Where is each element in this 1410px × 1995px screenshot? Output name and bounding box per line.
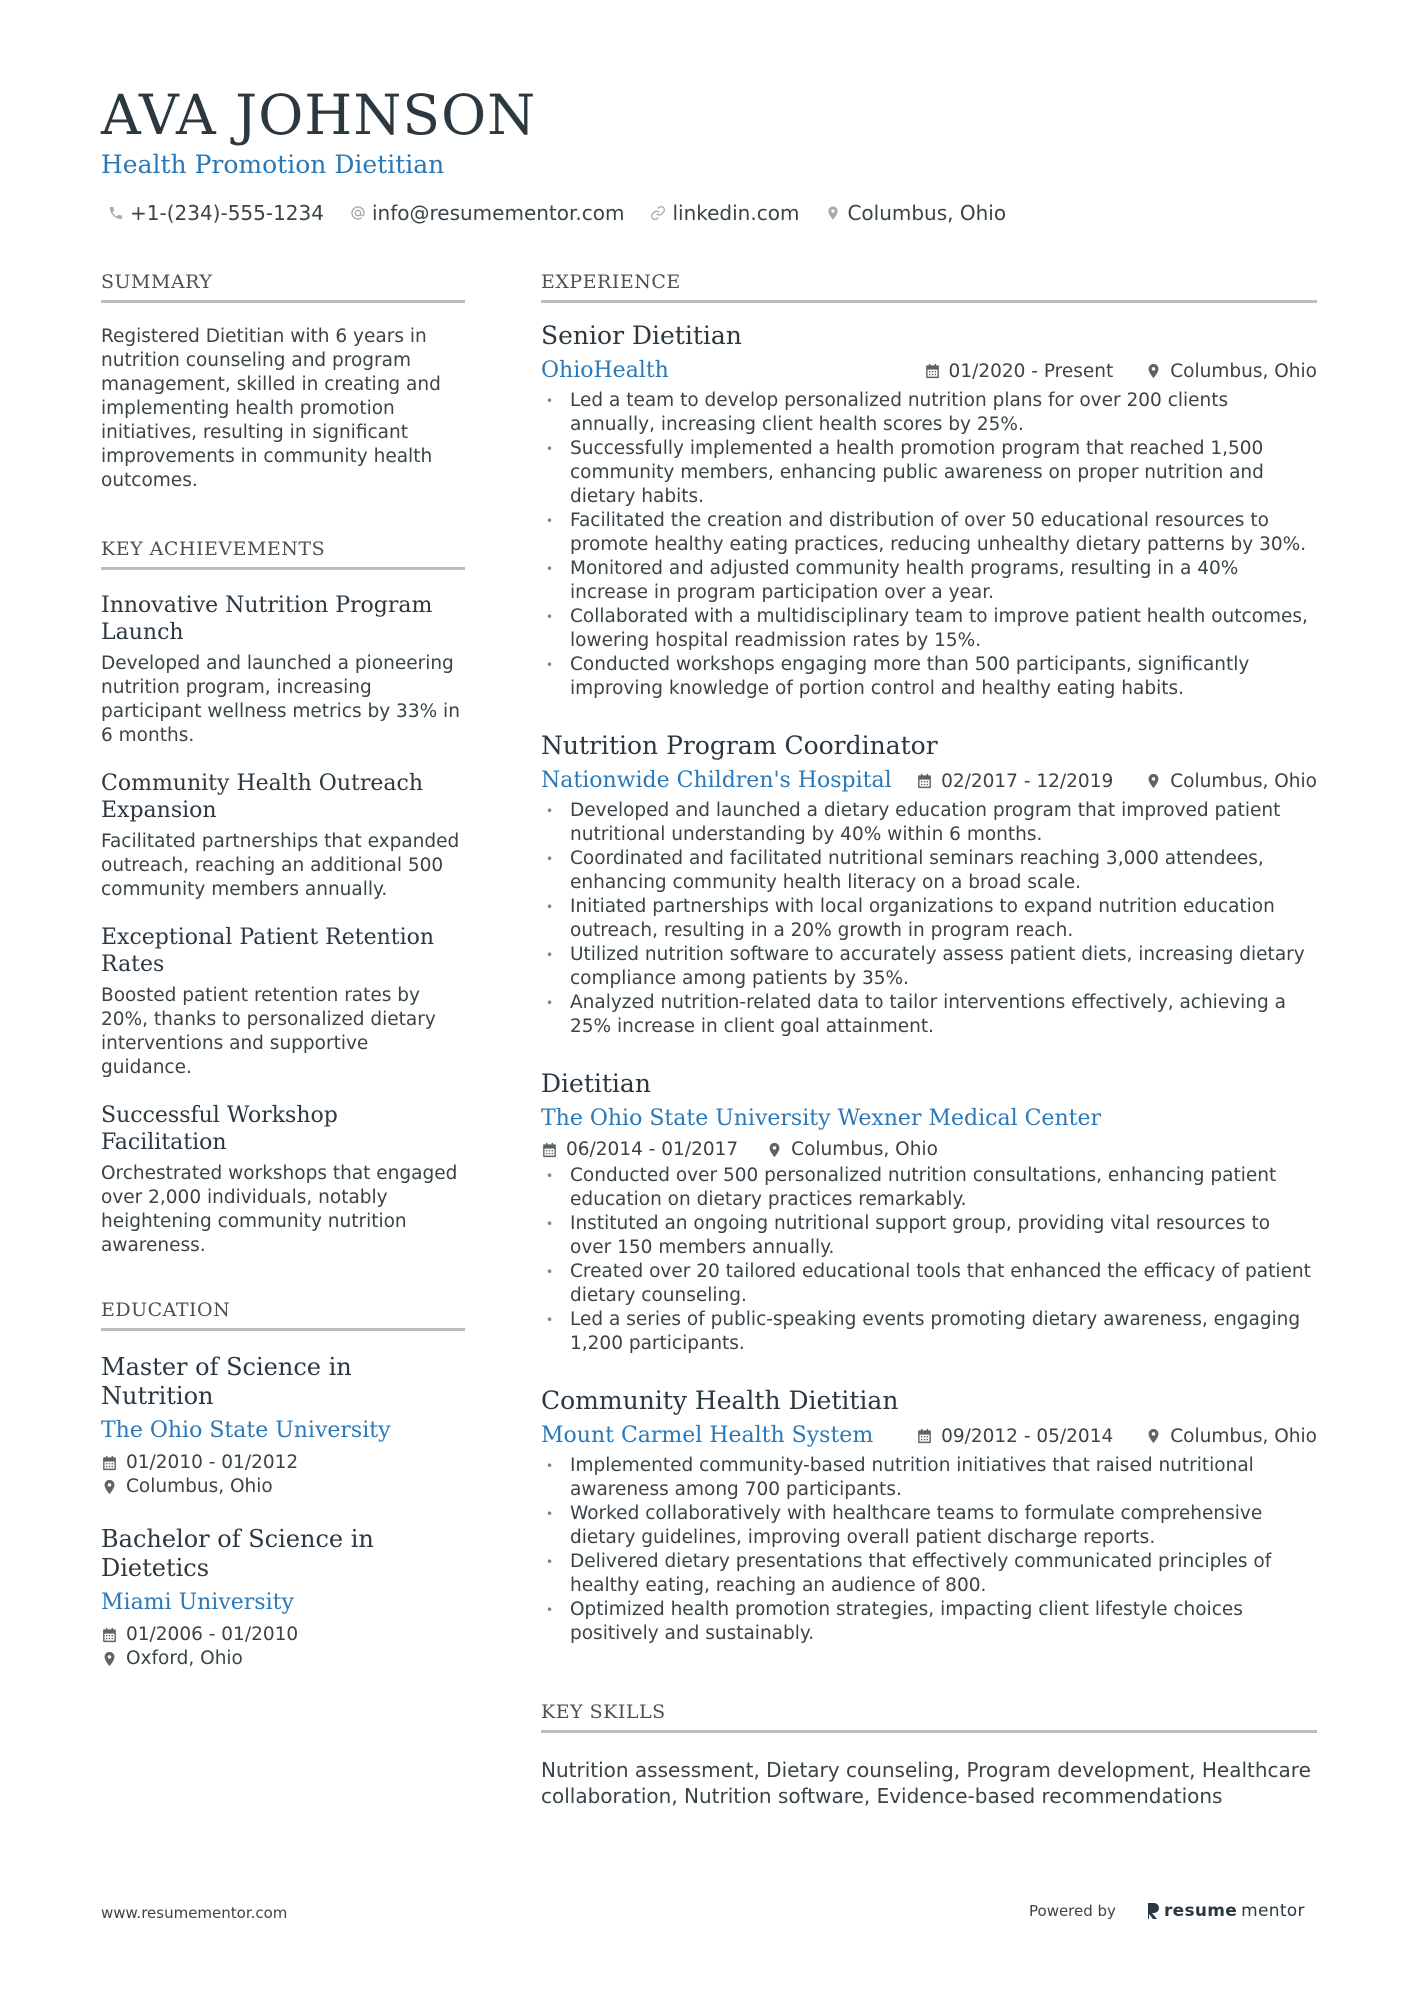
candidate-name: AVA JOHNSON xyxy=(101,83,537,147)
achievement-text: Orchestrated workshops that engaged over 2,000 individuals, notably heightening community nutrition awareness. xyxy=(101,1163,458,1256)
job-location xyxy=(1145,1426,1317,1447)
brand-mark-icon xyxy=(1146,1902,1160,1920)
summary-section xyxy=(101,270,465,493)
bullet-item: • Instituted an ongoing nutritional support group, providing vital resources to over 150 members annually. xyxy=(541,1212,1317,1260)
degree-title: Bachelor of Science in Dietetics xyxy=(101,1525,374,1582)
bullet-item: • Delivered dietary presentations that effectively communicated principles of healthy eating, reaching an audience of 800. xyxy=(541,1550,1317,1598)
job-title: Nutrition Program Coordinator xyxy=(541,731,938,760)
job-title: Community Health Dietitian xyxy=(541,1386,899,1415)
education-item xyxy=(101,1353,465,1499)
job-title: Dietitian xyxy=(541,1069,651,1098)
bullet-item: • Optimized health promotion strategies, impacting client lifestyle choices positively and sustainably. xyxy=(541,1598,1317,1646)
education-section xyxy=(101,1298,465,1671)
education-item xyxy=(101,1525,465,1671)
bullet-item: • Monitored and adjusted community health programs, resulting in a 40% increase in program participation over a year. xyxy=(541,557,1317,605)
dates-text: 01/2010 - 01/2012 xyxy=(126,1452,299,1473)
experience-section xyxy=(541,270,1317,1646)
phone-text: +1-(234)-555-1234 xyxy=(130,201,324,225)
location-text: Columbus, Ohio xyxy=(1170,360,1317,382)
company-name: Mount Carmel Health System xyxy=(541,1423,874,1448)
bullet-item: • Coordinated and facilitated nutritional seminars reaching 3,000 attendees, enhancing community health literacy on a broad scale. xyxy=(541,847,1317,895)
company-name: The Ohio State University Wexner Medical Center xyxy=(541,1106,1101,1131)
skills-section xyxy=(541,1700,1317,1809)
skills-text: Nutrition assessment, Dietary counseling, Program development, Healthcare collaboration, Nutrition software, Evidence-based recommendations xyxy=(541,1758,1311,1808)
bullet-item: • Conducted over 500 personalized nutrition consultations, enhancing patient education on dietary practices remarkably. xyxy=(541,1164,1317,1212)
bullet-item: • Created over 20 tailored educational tools that enhanced the efficacy of patient dietary counseling. xyxy=(541,1260,1317,1308)
bullet-item: • Utilized nutrition software to accurately assess patient diets, increasing dietary compliance among patients by 35%. xyxy=(541,943,1317,991)
bullet-item: • Facilitated the creation and distribution of over 50 educational resources to promote healthy eating practices, reducing unhealthy dietary patterns by 30%. xyxy=(541,509,1317,557)
achievement-item xyxy=(101,1102,465,1258)
left-column xyxy=(101,270,465,1671)
job-entry xyxy=(541,321,1317,701)
job-bullets xyxy=(541,1454,1317,1646)
education-dates xyxy=(101,1451,465,1475)
job-dates xyxy=(916,1426,1113,1447)
brand-logo[interactable] xyxy=(1146,1901,1305,1921)
education-dates xyxy=(101,1623,465,1647)
job-entry xyxy=(541,731,1317,1039)
job-bullets xyxy=(541,799,1317,1039)
bullet-item: • Led a team to develop personalized nutrition plans for over 200 clients annually, increasing client health scores by 25%. xyxy=(541,389,1317,437)
achievement-text: Facilitated partnerships that expanded outreach, reaching an additional 500 community members annually. xyxy=(101,831,460,900)
at-icon xyxy=(350,204,366,222)
bullet-item: • Implemented community-based nutrition initiatives that raised nutritional awareness among 700 participants. xyxy=(541,1454,1317,1502)
achievement-title: Successful Workshop Facilitation xyxy=(101,1103,338,1155)
calendar-icon xyxy=(541,1141,558,1159)
job-meta xyxy=(924,361,1317,382)
experience-heading: EXPERIENCE xyxy=(541,270,1317,303)
achievement-title: Innovative Nutrition Program Launch xyxy=(101,593,433,645)
phone-icon xyxy=(108,204,124,222)
achievement-text: Developed and launched a pioneering nutrition program, increasing participant wellness metrics by 33% in 6 months. xyxy=(101,653,460,746)
contact-phone[interactable] xyxy=(108,200,324,226)
achievement-item xyxy=(101,924,465,1080)
skills-heading: KEY SKILLS xyxy=(541,1700,1317,1733)
job-info-row xyxy=(541,1422,1317,1450)
bullet-item: • Analyzed nutrition-related data to tailor interventions effectively, achieving a 25% increase in client goal attainment. xyxy=(541,991,1317,1039)
job-dates xyxy=(916,771,1113,792)
school-name: Miami University xyxy=(101,1590,294,1615)
location-pin-icon xyxy=(1145,772,1162,790)
job-info-row xyxy=(541,767,1317,795)
candidate-role: Health Promotion Dietitian xyxy=(101,150,445,179)
location-pin-icon xyxy=(1145,1427,1162,1445)
location-text: Columbus, Ohio xyxy=(791,1139,938,1160)
achievements-section xyxy=(101,537,465,1258)
calendar-icon xyxy=(101,1626,118,1644)
job-meta xyxy=(916,1426,1317,1447)
linkedin-text: linkedin.com xyxy=(672,201,800,225)
footer-website-link[interactable]: www.resumementor.com xyxy=(101,1904,288,1922)
dates-text: 02/2017 - 12/2019 xyxy=(941,770,1114,792)
dates-text: 01/2020 - Present xyxy=(948,360,1114,382)
job-info-row xyxy=(541,1105,1317,1133)
bullet-item: • Initiated partnerships with local organizations to expand nutrition education outreach, resulting in a 20% growth in program reach. xyxy=(541,895,1317,943)
contact-location xyxy=(825,200,1006,226)
location-text: Columbus, Ohio xyxy=(126,1476,273,1497)
location-text: Columbus, Ohio xyxy=(1170,1425,1317,1447)
achievement-text: Boosted patient retention rates by 20%, thanks to personalized dietary interventions and supportive guidance. xyxy=(101,985,436,1078)
job-info-row xyxy=(541,357,1317,385)
company-name: OhioHealth xyxy=(541,358,669,383)
calendar-icon xyxy=(101,1454,118,1472)
bullet-item: • Conducted workshops engaging more than 500 participants, significantly improving knowledge of portion control and healthy eating habits. xyxy=(541,653,1317,701)
bullet-item: • Successfully implemented a health promotion program that reached 1,500 community members, enhancing public awareness on proper nutrition and dietary habits. xyxy=(541,437,1317,509)
location-pin-icon xyxy=(101,1650,118,1668)
school-name: The Ohio State University xyxy=(101,1418,391,1443)
location-text: Columbus, Ohio xyxy=(847,201,1007,225)
powered-by xyxy=(1029,1901,1305,1921)
job-entry xyxy=(541,1069,1317,1356)
job-entry xyxy=(541,1386,1317,1646)
achievement-title: Exceptional Patient Retention Rates xyxy=(101,925,435,977)
bullet-item: • Worked collaboratively with healthcare teams to formulate comprehensive dietary guidelines, improving overall patient discharge reports. xyxy=(541,1502,1317,1550)
job-bullets xyxy=(541,1164,1317,1356)
calendar-icon xyxy=(916,772,933,790)
dates-text: 01/2006 - 01/2010 xyxy=(126,1624,299,1645)
job-location xyxy=(1145,771,1317,792)
location-pin-icon xyxy=(825,204,841,222)
location-text: Columbus, Ohio xyxy=(1170,770,1317,792)
job-title: Senior Dietitian xyxy=(541,321,742,350)
location-pin-icon xyxy=(101,1478,118,1496)
degree-title: Master of Science in Nutrition xyxy=(101,1353,352,1410)
job-meta xyxy=(916,771,1317,792)
right-column xyxy=(541,270,1317,1809)
job-location xyxy=(766,1139,938,1160)
contact-bar xyxy=(108,200,1006,226)
education-location xyxy=(101,1647,465,1671)
achievement-title: Community Health Outreach Expansion xyxy=(101,771,423,823)
company-name: Nationwide Children's Hospital xyxy=(541,768,892,793)
bullet-item: • Collaborated with a multidisciplinary team to improve patient health outcomes, lowering hospital readmission rates by 15%. xyxy=(541,605,1317,653)
job-dates xyxy=(541,1139,738,1160)
summary-text: Registered Dietitian with 6 years in nutrition counseling and program management, skilled in creating and implementing health promotion initiatives, resulting in significant improvements in community health outcomes. xyxy=(101,326,441,491)
job-location xyxy=(1145,361,1317,382)
dates-text: 09/2012 - 05/2014 xyxy=(941,1425,1114,1447)
achievement-item xyxy=(101,770,465,902)
job-bullets xyxy=(541,389,1317,701)
bullet-item: • Led a series of public-speaking events promoting dietary awareness, engaging 1,200 participants. xyxy=(541,1308,1317,1356)
contact-email[interactable] xyxy=(350,200,624,226)
education-heading: EDUCATION xyxy=(101,1298,465,1331)
location-text: Oxford, Ohio xyxy=(126,1648,243,1669)
contact-linkedin[interactable] xyxy=(650,200,799,226)
job-dates xyxy=(924,361,1114,382)
achievements-heading: KEY ACHIEVEMENTS xyxy=(101,537,465,570)
location-pin-icon xyxy=(766,1141,783,1159)
powered-by-label: Powered by xyxy=(1029,1902,1116,1920)
calendar-icon xyxy=(916,1427,933,1445)
email-text: info@resumementor.com xyxy=(371,201,625,225)
achievement-item xyxy=(101,592,465,748)
summary-heading: SUMMARY xyxy=(101,270,465,303)
education-location xyxy=(101,1475,465,1499)
dates-text: 06/2014 - 01/2017 xyxy=(566,1139,739,1160)
brand-text-b: mentor xyxy=(1241,1901,1305,1921)
location-pin-icon xyxy=(1145,362,1162,380)
job-meta xyxy=(541,1139,1317,1160)
link-icon xyxy=(650,204,666,222)
bullet-item: • Developed and launched a dietary education program that improved patient nutritional understanding by 40% within 6 months. xyxy=(541,799,1317,847)
calendar-icon xyxy=(924,362,941,380)
brand-text-a: resume xyxy=(1163,1901,1238,1921)
